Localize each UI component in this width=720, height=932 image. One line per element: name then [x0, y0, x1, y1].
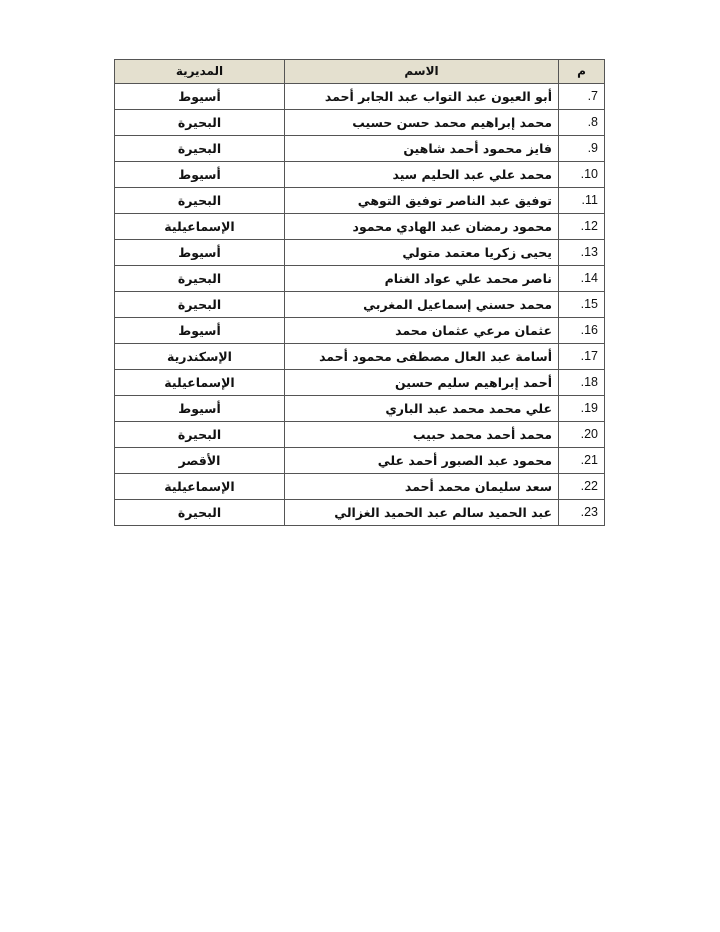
row-directorate: أسيوط: [115, 162, 285, 188]
table-row: [115, 448, 605, 474]
table-body: [115, 84, 605, 526]
row-number: 20.: [559, 422, 605, 448]
row-directorate: الإسكندرية: [115, 344, 285, 370]
row-directorate: البحيرة: [115, 422, 285, 448]
table-header: [115, 60, 605, 84]
row-directorate: البحيرة: [115, 500, 285, 526]
row-number: 23.: [559, 500, 605, 526]
row-name: محمد علي عبد الحليم سيد: [285, 162, 559, 188]
row-directorate: الإسماعيلية: [115, 370, 285, 396]
row-name: أبو العيون عبد التواب عبد الجابر أحمد: [285, 84, 559, 110]
row-name: محمد أحمد محمد حبيب: [285, 422, 559, 448]
row-directorate: الإسماعيلية: [115, 214, 285, 240]
table-row: [115, 370, 605, 396]
table-row: [115, 266, 605, 292]
row-number: 21.: [559, 448, 605, 474]
row-number: 13.: [559, 240, 605, 266]
row-name: فايز محمود أحمد شاهين: [285, 136, 559, 162]
row-directorate: البحيرة: [115, 292, 285, 318]
row-name: ناصر محمد علي عواد الغنام: [285, 266, 559, 292]
table-row: [115, 318, 605, 344]
row-name: عبد الحميد سالم عبد الحميد الغزالي: [285, 500, 559, 526]
row-number: 10.: [559, 162, 605, 188]
header-row: [115, 60, 605, 84]
row-name: توفيق عبد الناصر توفيق التوهي: [285, 188, 559, 214]
row-name: محمد إبراهيم محمد حسن حسيب: [285, 110, 559, 136]
table-row: [115, 500, 605, 526]
header-name: الاسم: [285, 60, 559, 84]
table-row: [115, 292, 605, 318]
row-number: 17.: [559, 344, 605, 370]
row-directorate: أسيوط: [115, 396, 285, 422]
row-name: محمود عبد الصبور أحمد علي: [285, 448, 559, 474]
table-row: [115, 422, 605, 448]
row-directorate: البحيرة: [115, 266, 285, 292]
table-row: [115, 162, 605, 188]
table-row: [115, 110, 605, 136]
row-number: 12.: [559, 214, 605, 240]
row-number: 9.: [559, 136, 605, 162]
table-row: [115, 84, 605, 110]
row-name: علي محمد محمد عبد الباري: [285, 396, 559, 422]
row-number: 15.: [559, 292, 605, 318]
table-row: [115, 396, 605, 422]
row-number: 14.: [559, 266, 605, 292]
row-directorate: البحيرة: [115, 188, 285, 214]
row-name: محمد حسني إسماعيل المغربي: [285, 292, 559, 318]
row-name: أسامة عبد العال مصطفى محمود أحمد: [285, 344, 559, 370]
row-directorate: البحيرة: [115, 136, 285, 162]
row-directorate: أسيوط: [115, 240, 285, 266]
row-directorate: الإسماعيلية: [115, 474, 285, 500]
header-number: م: [559, 60, 605, 84]
table-row: [115, 240, 605, 266]
row-number: 11.: [559, 188, 605, 214]
row-name: يحيى زكريا معتمد متولي: [285, 240, 559, 266]
row-directorate: الأقصر: [115, 448, 285, 474]
row-number: 7.: [559, 84, 605, 110]
row-name: أحمد إبراهيم سليم حسين: [285, 370, 559, 396]
row-name: سعد سليمان محمد أحمد: [285, 474, 559, 500]
header-directorate: المديرية: [115, 60, 285, 84]
row-name: عثمان مرعي عثمان محمد: [285, 318, 559, 344]
row-directorate: أسيوط: [115, 84, 285, 110]
row-directorate: أسيوط: [115, 318, 285, 344]
row-number: 19.: [559, 396, 605, 422]
table-row: [115, 344, 605, 370]
row-name: محمود رمضان عبد الهادي محمود: [285, 214, 559, 240]
row-directorate: البحيرة: [115, 110, 285, 136]
names-table: [114, 59, 605, 526]
row-number: 22.: [559, 474, 605, 500]
table-row: [115, 474, 605, 500]
row-number: 8.: [559, 110, 605, 136]
table-row: [115, 188, 605, 214]
row-number: 18.: [559, 370, 605, 396]
row-number: 16.: [559, 318, 605, 344]
table-row: [115, 214, 605, 240]
table-row: [115, 136, 605, 162]
